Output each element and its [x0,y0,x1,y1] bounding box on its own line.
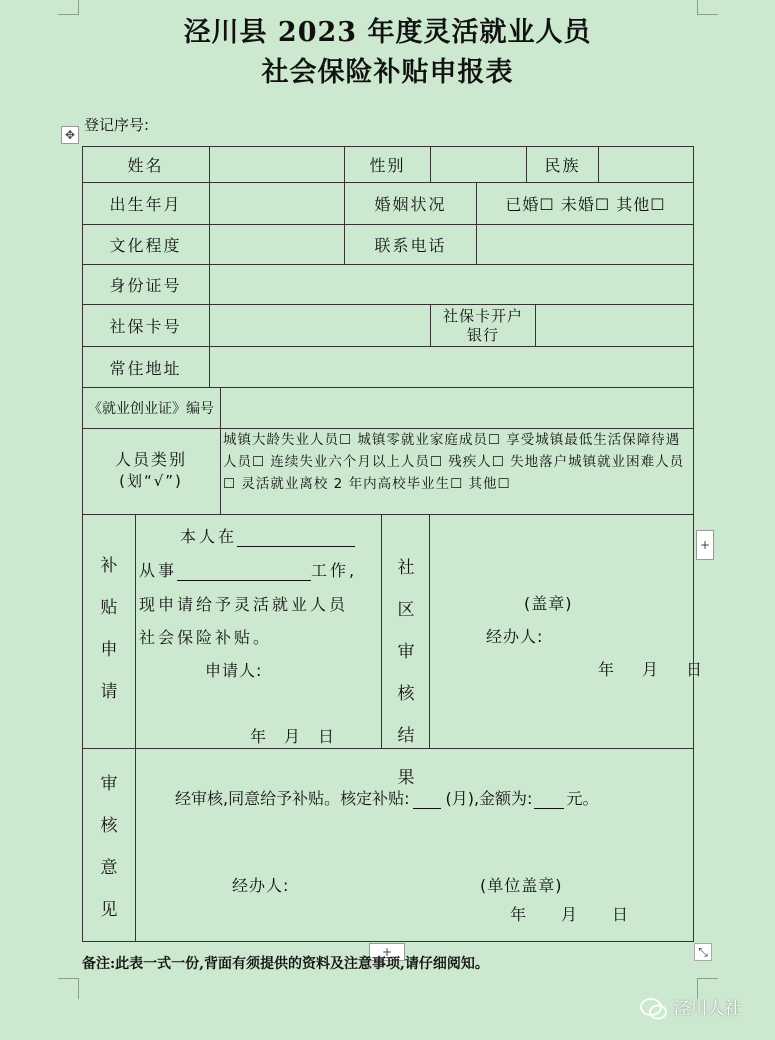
address-field[interactable] [210,347,694,387]
wechat-logo-icon [640,998,668,1020]
id-number-field[interactable] [210,265,694,304]
birth-date-field[interactable] [210,183,344,224]
name-field[interactable] [210,146,344,182]
page-title-line2: 社会保险补贴申报表 [261,57,514,88]
apply-line4: 社会保险补贴。 [139,628,273,647]
page-title-line1: 泾川县 2023 年度灵活就业人员 [183,17,592,48]
review-statement: 经审核,同意给予补贴。核定补贴: (月),金额为: 元。 [175,789,599,808]
phone-label: 联系电话 [374,236,447,255]
review-handler-label: 经办人: [232,876,290,895]
category-hint: (划“√”) [119,471,183,490]
education-label: 文化程度 [109,236,182,255]
community-date: 年 月 日 [598,660,709,679]
watermark-text: 泾川人社 [673,999,742,1019]
address-label: 常住地址 [109,358,182,378]
review-date: 年 月 日 [510,905,630,924]
marital-status-label: 婚姻状况 [374,195,447,214]
card-bank-field[interactable] [536,305,694,346]
table-resize-handle-icon[interactable]: ⤡ [694,943,712,961]
table-move-handle-icon[interactable]: ✥ [61,126,79,144]
social-security-card-label: 社保卡号 [109,317,182,336]
apply-line3: 现申请给予灵活就业人员 [139,595,349,614]
phone-field[interactable] [477,225,694,264]
apply-line1: 本人在 [180,524,355,547]
page-corner-mark [58,978,79,999]
gender-label: 性别 [369,155,406,175]
review-opinion-side-label: 审 核 意 见 [100,774,118,920]
id-number-label: 身份证号 [109,276,182,295]
gender-field[interactable] [431,146,526,182]
marital-status-checkboxes[interactable]: 已婚☐ 未婚☐ 其他☐ [505,195,666,214]
name-label: 姓名 [127,155,164,175]
category-options[interactable]: 城镇大龄失业人员☐ 城镇零就业家庭成员☐ 享受城镇最低生活保障待遇人员☐ 连续失业六个月以上人员☐ 残疾人☐ 失地落户城镇就业困难人员☐ 灵活就业离校 2 年内高校毕业生☐ 其他☐ [223,432,685,492]
apply-date: 年 月 日 [250,727,336,746]
footnote: 备注:此表一式一份,背面有须提供的资料及注意事项,请仔细阅知。 [82,956,489,972]
employment-cert-field[interactable] [221,388,694,428]
ethnicity-field[interactable] [599,146,694,182]
unit-seal-label: (单位盖章) [480,876,563,895]
card-bank-label: 社保卡开户银行 [442,306,523,344]
social-security-card-field[interactable] [210,305,430,346]
applicant-label: 申请人: [205,661,263,680]
watermark [640,994,741,1020]
birth-date-label: 出生年月 [109,195,182,214]
community-review-side-label: 社 区 审 核 结 果 [397,558,415,788]
community-handler-label: 经办人: [486,627,544,646]
category-label: 人员类别 [114,449,187,469]
community-seal-label: (盖章) [524,594,573,613]
add-column-handle-icon[interactable]: + [696,530,714,560]
registration-number-label: 登记序号: [84,116,150,134]
add-row-handle-icon[interactable]: + [369,943,405,961]
education-field[interactable] [210,225,344,264]
apply-line2: 从事 工作, [139,561,358,580]
ethnicity-label: 民族 [544,155,581,175]
subsidy-application-side-label: 补 贴 申 请 [100,556,118,702]
employment-cert-label: 《就业创业证》编号 [88,401,214,417]
